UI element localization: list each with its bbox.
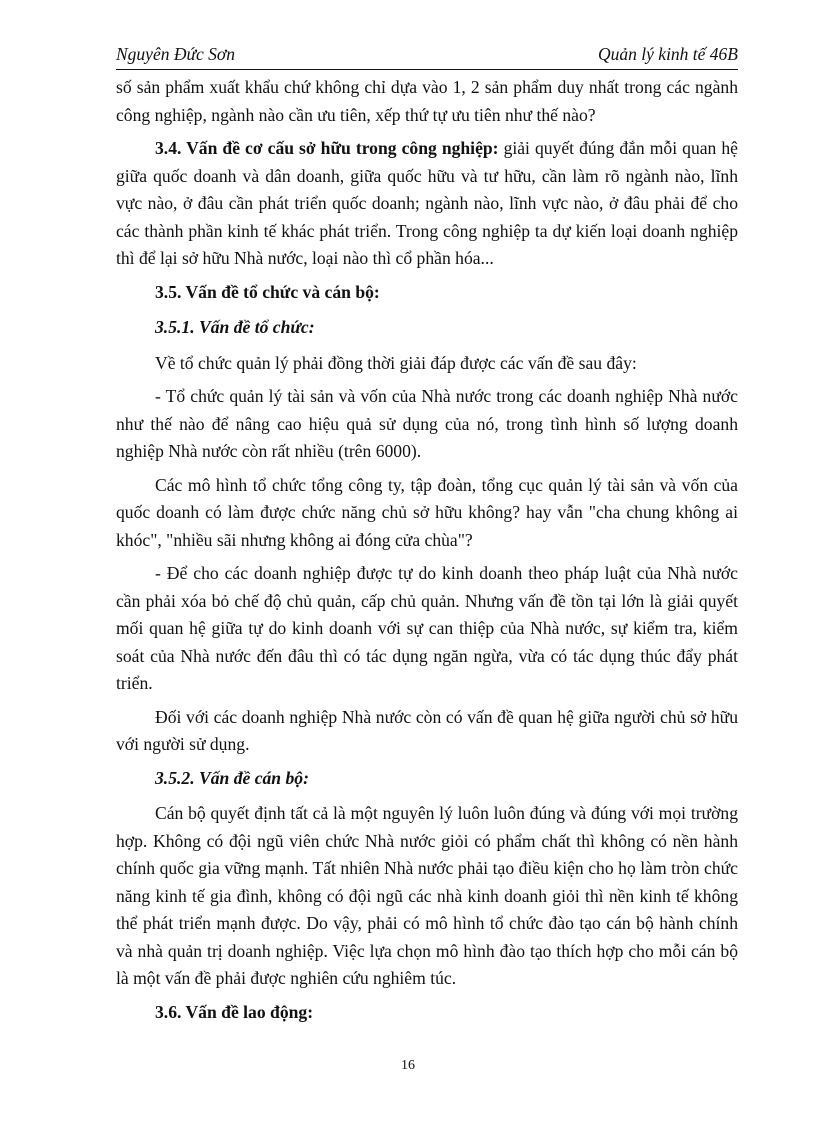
section-3-4-title: 3.4. Vấn đề cơ cấu sở hữu trong công nghiệp:	[155, 138, 499, 158]
section-3-5-2-title: 3.5.2. Vấn đề cán bộ:	[155, 767, 309, 788]
section-3-5-1-paragraph-3: Các mô hình tổ chức tổng công ty, tập đoàn, tổng cục quản lý tài sản và vốn của quốc doanh có làm được chức năng chủ sở hữu không? hay vẫn "cha chung không ai khóc", "nhiều sãi nhưng không ai đóng cửa chùa"?	[116, 474, 738, 550]
document-body	[116, 74, 738, 1034]
section-3-5-1-paragraph-1: Về tổ chức quản lý phải đồng thời giải đáp được các vấn đề sau đây:	[155, 352, 637, 373]
page-number: 16	[401, 1058, 415, 1073]
section-3-4-paragraph	[116, 135, 738, 273]
section-3-5-1-paragraph-5: Đối với các doanh nghiệp Nhà nước còn có vấn đề quan hệ giữa người chủ sở hữu với người sử dụng.	[116, 706, 738, 754]
section-3-5-2-paragraph-1: Cán bộ quyết định tất cả là một nguyên lý luôn luôn đúng và đúng với mọi trường hợp. Không có đội ngũ viên chức Nhà nước giỏi có phẩm chất thì không có nền hành chính quốc gia vững mạnh. Tất nhiên Nhà nước phải tạo điều kiện cho họ làm tròn chức năng kinh tế gia đình, không có đội ngũ các nhà kinh doanh giỏi thì nền kinh tế không thể phát triển mạnh được. Do vậy, phải có mô hình tổ chức đào tạo cán bộ hành chính và nhà quản trị doanh nghiệp. Việc lựa chọn mô hình đào tạo thích hợp cho mỗi cán bộ là một vấn đề phải được nghiên cứu nghiêm túc.	[116, 803, 738, 988]
header-course: Quản lý kinh tế 46B	[598, 44, 738, 64]
section-3-5-1-paragraph-4: - Để cho các doanh nghiệp được tự do kinh doanh theo pháp luật của Nhà nước cần phải xóa bỏ chế độ chủ quản, cấp chủ quản. Nhưng vấn đề tồn tại lớn là giải quyết mối quan hệ giữa tự do kinh doanh với sự can thiệp của Nhà nước, sự kiểm tra, kiểm soát của Nhà nước đến đâu thì có tác dụng ngăn ngừa, vừa có tác dụng thúc đẩy phát triển.	[116, 563, 738, 693]
section-3-5-1-paragraph-2: - Tổ chức quản lý tài sản và vốn của Nhà nước trong các doanh nghiệp Nhà nước như thế nào để nâng cao hiệu quả sử dụng của nó, trong tình hình số lượng doanh nghiệp Nhà nước còn rất nhiều (trên 6000).	[116, 386, 738, 461]
section-3-5-title: 3.5. Vấn đề tổ chức và cán bộ:	[155, 281, 380, 302]
page-header	[116, 40, 738, 70]
continuation-paragraph: số sản phẩm xuất khẩu chứ không chỉ dựa vào 1, 2 sản phẩm duy nhất trong các ngành công nghiệp, ngành nào cần ưu tiên, xếp thứ tự ưu tiên như thế nào?	[116, 77, 738, 125]
section-3-5-1-title: 3.5.1. Vấn đề tổ chức:	[155, 317, 315, 337]
section-3-6-title: 3.6. Vấn đề lao động:	[155, 1001, 314, 1022]
header-author: Nguyên Đức Sơn	[116, 44, 235, 64]
section-3-4-text: giải quyết đúng đắn mỗi quan hệ giữa quốc doanh và dân doanh, giữa quốc hữu và tư hữu, cần làm rõ ngành nào, lĩnh vực nào, ở đâu cần phát triển quốc doanh; ngành nào, lĩnh vực nào, ở đâu phải để cho các thành phần kinh tế khác phát triển. Trong công nghiệp ta dự kiến loại doanh nghiệp thì để lại sở hữu Nhà nước, loại nào thì cổ phần hóa...	[116, 138, 738, 268]
